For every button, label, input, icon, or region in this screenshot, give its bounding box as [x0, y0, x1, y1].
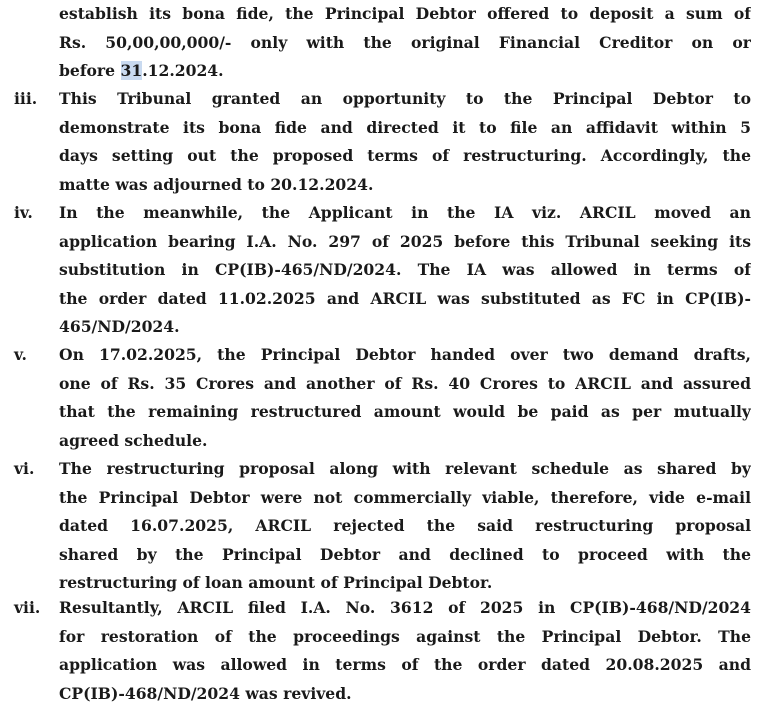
paragraph-text	[59, 85, 751, 199]
text-line: before 31.12.2024.	[59, 61, 224, 81]
text-line: shared by the Principal Debtor and declined to proceed with the	[59, 544, 751, 564]
text-line: On 17.02.2025, the Principal Debtor handed over two demand drafts,	[59, 345, 751, 364]
paragraph-text	[59, 594, 751, 708]
paragraph-text	[59, 0, 751, 86]
paragraph-number: vi.	[14, 459, 35, 478]
text-line: CP(IB)-468/ND/2024 was revived.	[59, 683, 352, 703]
text-line: establish its bona fide, the Principal Debtor offered to deposit a sum of	[59, 4, 751, 23]
text-line: dated 16.07.2025, ARCIL rejected the said restructuring proposal	[59, 516, 751, 536]
text-line: application bearing I.A. No. 297 of 2025 before this Tribunal seeking its	[59, 231, 751, 251]
text-line: agreed schedule.	[59, 430, 208, 450]
text-line: demonstrate its bona fide and directed it to file an affidavit within 5	[59, 117, 751, 137]
text-line: Rs. 50,00,00,000/- only with the original Financial Creditor on or	[59, 32, 751, 52]
paragraph-text	[59, 199, 751, 342]
text-line: the order dated 11.02.2025 and ARCIL was substituted as FC in CP(IB)-	[59, 288, 751, 308]
text-line: the Principal Debtor were not commercially viable, therefore, vide e-mail	[59, 487, 751, 507]
paragraph-number: vii.	[14, 598, 41, 617]
paragraph-number: v.	[14, 345, 27, 364]
text-line: matte was adjourned to 20.12.2024.	[59, 174, 374, 194]
text-line: This Tribunal granted an opportunity to the Principal Debtor to	[59, 89, 751, 108]
paragraph-text	[59, 455, 751, 598]
text-line: application was allowed in terms of the order dated 20.08.2025 and	[59, 655, 751, 675]
paragraph-number: iii.	[14, 89, 38, 108]
text-line: The restructuring proposal along with relevant schedule as shared by	[59, 459, 751, 478]
text-line: restructuring of loan amount of Principal Debtor.	[59, 573, 493, 593]
paragraph-number: iv.	[14, 203, 33, 222]
text-line: for restoration of the proceedings against the Principal Debtor. The	[59, 626, 751, 646]
selection-highlight: 31	[120, 61, 143, 81]
text-line: that the remaining restructured amount would be paid as per mutually	[59, 402, 751, 422]
text-line: days setting out the proposed terms of restructuring. Accordingly, the	[59, 146, 751, 166]
paragraph-text	[59, 341, 751, 455]
text-line: substitution in CP(IB)-465/ND/2024. The IA was allowed in terms of	[59, 260, 751, 280]
text-line: Resultantly, ARCIL filed I.A. No. 3612 of 2025 in CP(IB)-468/ND/2024	[59, 598, 751, 617]
text-line: In the meanwhile, the Applicant in the IA viz. ARCIL moved an	[59, 203, 751, 222]
text-line: one of Rs. 35 Crores and another of Rs. 40 Crores to ARCIL and assured	[59, 373, 751, 393]
text-line: 465/ND/2024.	[59, 317, 180, 337]
